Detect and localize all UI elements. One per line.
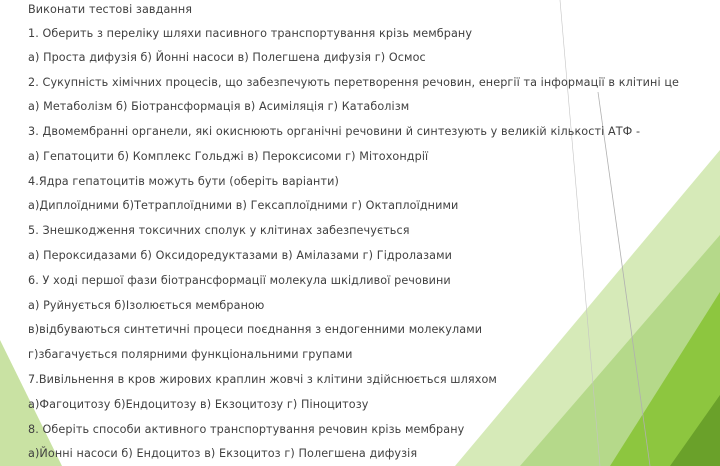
text-line: а) Гепатоцити б) Комплекс Гольджі в) Пероксисоми г) Мітохондрії xyxy=(28,150,429,163)
text-line: а)Фагоцитозу б)Ендоцитозу в) Екзоцитозу г) Піноцитозу xyxy=(28,398,369,411)
text-line: а) Метаболізм б) Біотрансформація в) Асиміляція г) Катаболізм xyxy=(28,100,410,113)
text-line: 8. Оберіть способи активного транспортування речовин крізь мембрану xyxy=(28,423,465,436)
text-line: а)Йонні насоси б) Ендоцитоз в) Екзоцитоз г) Полегшена дифузія xyxy=(28,447,418,460)
text-line: 3. Двомембранні органели, які окиснюють органічні речовини й синтезують у великій кількості АТФ - xyxy=(28,125,641,138)
text-line: а) Пероксидазами б) Оксидоредуктазами в) Амілазами г) Гідролазами xyxy=(28,249,453,262)
text-line: 1. Оберить з переліку шляхи пасивного транспортування крізь мембрану xyxy=(28,27,473,40)
text-line: в)відбуваються синтетичні процеси поєднання з ендогенними молекулами xyxy=(28,323,483,336)
slide-title: Виконати тестові завдання xyxy=(28,3,193,16)
text-line: а) Руйнується б)Ізолюється мембраною xyxy=(28,299,265,312)
text-line: 7.Вивільнення в кров жирових краплин жовчі з клітини здійснюється шляхом xyxy=(28,373,497,386)
text-line: 6. У ході першої фази біотрансформації молекула шкідливої речовини xyxy=(28,274,451,287)
text-line: 5. Знешкодження токсичних сполук у клітинах забезпечується xyxy=(28,224,410,237)
text-line: г)збагачується полярними функціональними групами xyxy=(28,348,353,361)
text-line: а)Диплоїдними б)Тетраплоїдними в) Гексаплоїдними г) Октаплоїдними xyxy=(28,199,459,212)
text-line: а) Проста дифузія б) Йонні насоси в) Полегшена дифузія г) Осмос xyxy=(28,51,426,64)
slide-text xyxy=(28,0,708,466)
text-line: 4.Ядра гепатоцитів можуть бути (оберіть варіанти) xyxy=(28,175,339,188)
text-line: 2. Сукупність хімічних процесів, що забезпечують перетворення речовин, енергії та інформації в клітині це xyxy=(28,76,680,89)
